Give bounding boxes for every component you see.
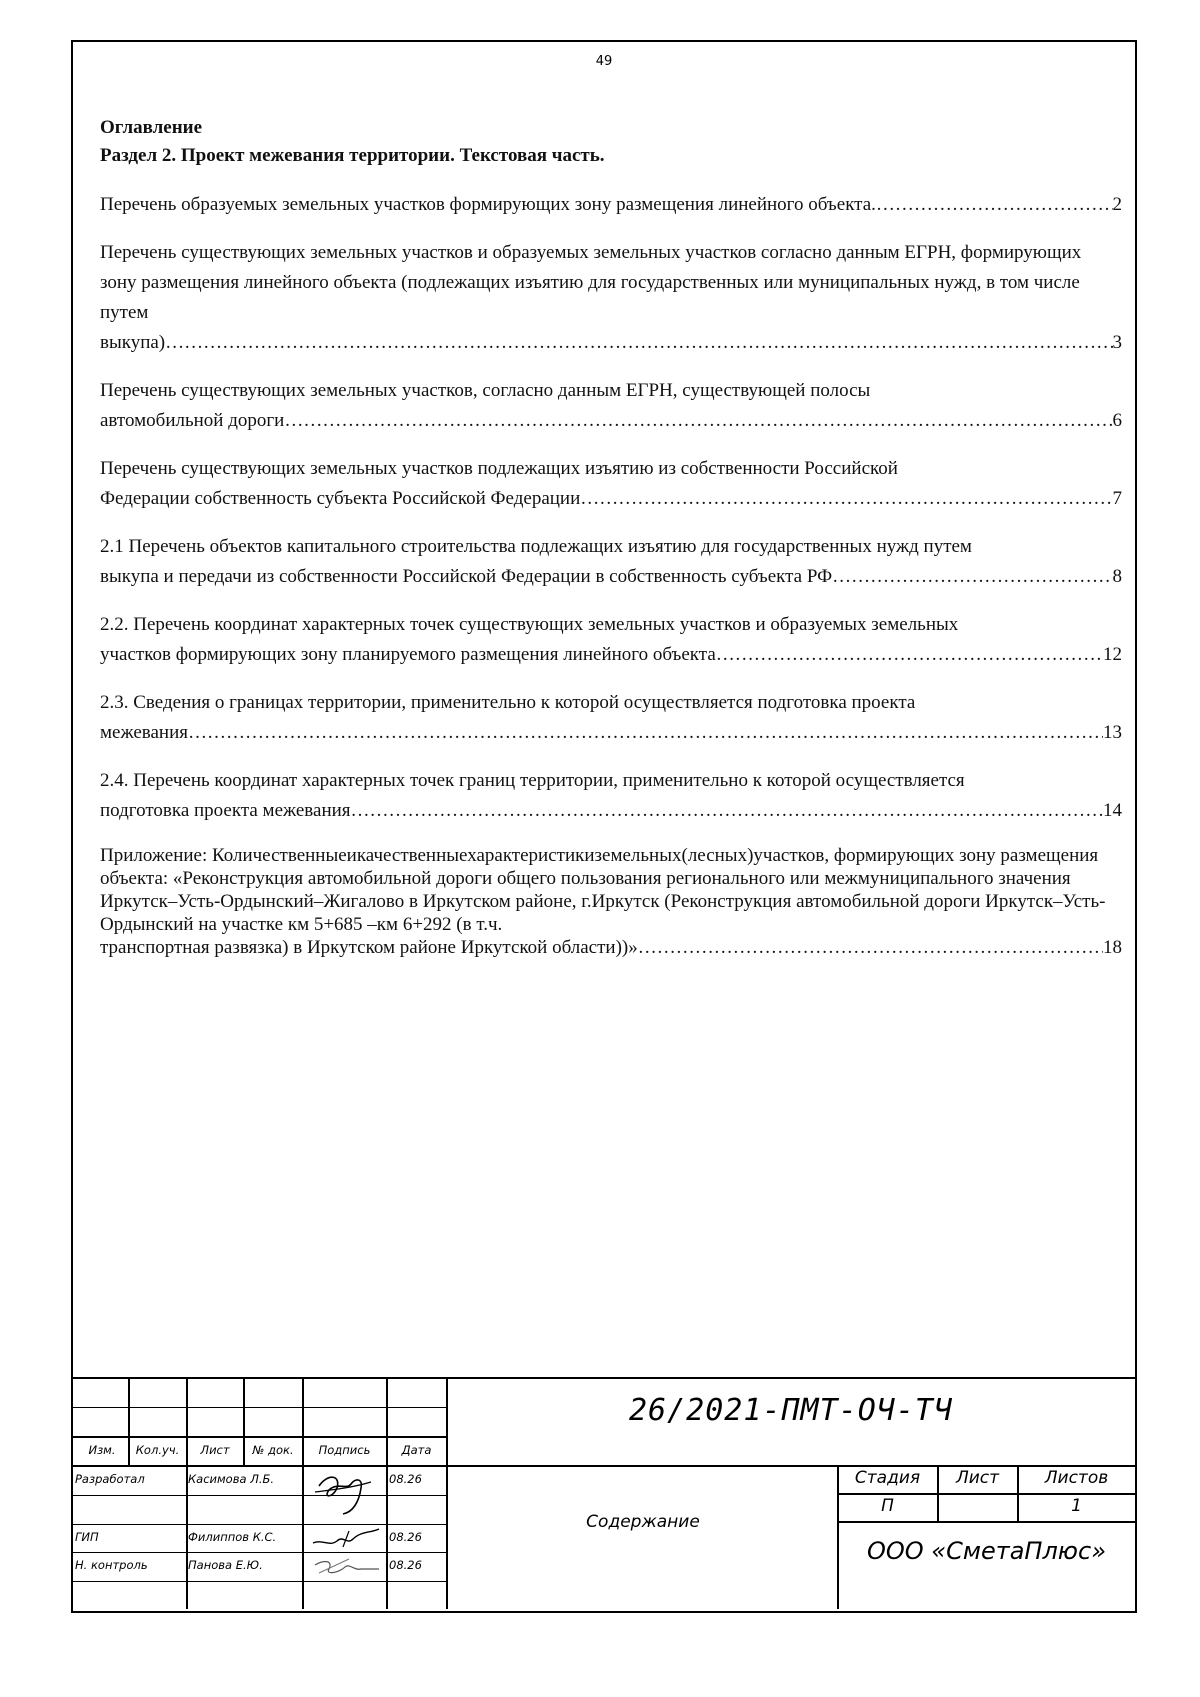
toc-entry-text: Перечень образуемых земельных участков формирующих зону размещения линейного объекта. (100, 194, 876, 215)
toc-entry-page: 14 (1103, 800, 1122, 821)
toc-entry[interactable] (100, 766, 1122, 826)
document-code: 26/2021-ПМТ-ОЧ-ТЧ (628, 1393, 954, 1428)
toc-entry-last-line: выкупа и передачи из собственности Российской Федерации в собственность субъекта РФ (100, 566, 833, 587)
row-name: Касимова Л.Б. (188, 1472, 275, 1486)
header-n-dok: № док. (252, 1443, 294, 1457)
toc-entry-text: 2.4. Перечень координат характерных точек границ территории, применительно к которой осуществляется (100, 770, 965, 791)
toc-entry-text: Перечень существующих земельных участков подлежащих изъятию из собственности Российской (100, 458, 898, 479)
signature-image (311, 1468, 377, 1518)
sheet-label: Лист (955, 1470, 1000, 1486)
toc-entry-page: 2 (1112, 194, 1122, 215)
toc-entry-last-line: подготовка проекта межевания (100, 800, 351, 821)
row-date: 08.26 (389, 1558, 422, 1572)
toc-entry-last-line: автомобильной дороги (100, 410, 285, 431)
toc-entry-last-line: Федерации собственность субъекта Российской Федерации (100, 488, 581, 509)
toc-entry-text: Перечень существующих земельных участков, согласно данным ЕГРН, существующей полосы (100, 380, 871, 401)
toc-entry-last-line: выкупа) (100, 332, 166, 353)
toc-entry-last-line: транспортная развязка) в Иркутском районе Иркутской области))» (100, 937, 638, 958)
drawing-sheet (71, 40, 1137, 1613)
row-date: 08.26 (389, 1472, 422, 1486)
header-data: Дата (401, 1443, 432, 1457)
header-podpis: Подпись (318, 1443, 371, 1457)
toc-entry-text: 2.1 Перечень объектов капитального строительства подлежащих изъятию для государственных нужд путем (100, 536, 972, 557)
stage-value: П (881, 1498, 894, 1514)
toc-section-title: Раздел 2. Проект межевания территории. Текстовая часть. (100, 145, 605, 166)
toc-entry[interactable] (100, 688, 1122, 748)
page-number: 49 (595, 54, 613, 69)
row-name: Панова Е.Ю. (188, 1558, 263, 1572)
toc-entry-page: 6 (1112, 410, 1122, 431)
toc-entry[interactable] (100, 454, 1122, 514)
toc-entry[interactable] (100, 610, 1122, 670)
table-of-contents (100, 114, 1122, 977)
row-role: Н. контроль (75, 1558, 148, 1572)
toc-entry-page: 7 (1112, 488, 1122, 509)
header-izm: Изм. (88, 1443, 116, 1457)
row-role: Разработал (75, 1472, 145, 1486)
header-list: Лист (200, 1443, 230, 1457)
document-title: Содержание (586, 1512, 700, 1532)
header-kol-uch: Кол.уч. (135, 1443, 180, 1457)
toc-entry-last-line: участков формирующих зону планируемого размещения линейного объекта (100, 644, 716, 665)
toc-entry-page: 18 (1103, 937, 1122, 958)
toc-entry[interactable] (100, 238, 1122, 358)
sheets-value: 1 (1071, 1498, 1082, 1514)
toc-entry-page: 12 (1103, 644, 1122, 665)
toc-entry[interactable] (100, 532, 1122, 592)
toc-entry-text: Приложение: Количественныеикачественныехарактеристикиземельных(лесных)участков, формирующих зону размещения объекта: «Реконструкция автомобильной дороги общего пользования регионального или межмуниципального значения Иркутск–Усть-Ордынский–Жигалово в Иркутском районе, г.Иркутск (Реконструкция автомобильной дороги Иркутск–Усть-Ордынский на участке км 5+685 –км 6+292 (в т.ч. (100, 845, 1106, 935)
toc-entry-text: Перечень существующих земельных участков и образуемых земельных участков согласно данным ЕГРН, формирующих зону размещения линейного объекта (подлежащих изъятию для государственных или муниципальных нужд, в том числе путем (100, 242, 1082, 323)
sheets-label: Листов (1044, 1470, 1109, 1486)
row-date: 08.26 (389, 1530, 422, 1544)
toc-entry[interactable] (100, 844, 1122, 959)
stage-label: Стадия (854, 1470, 921, 1486)
toc-entry-page: 8 (1112, 566, 1122, 587)
toc-heading: Оглавление (100, 117, 203, 138)
toc-entry-page: 3 (1112, 332, 1122, 353)
toc-entry[interactable] (100, 190, 1122, 220)
toc-entry-text: 2.3. Сведения о границах территории, применительно к которой осуществляется подготовка проекта (100, 692, 916, 713)
toc-entry-text: 2.2. Перечень координат характерных точек существующих земельных участков и образуемых земельных (100, 614, 959, 635)
row-name: Филиппов К.С. (188, 1530, 277, 1544)
title-block (73, 1377, 1135, 1611)
toc-entry-page: 13 (1103, 722, 1122, 743)
toc-entry[interactable] (100, 376, 1122, 436)
toc-entry-last-line: межевания (100, 722, 188, 743)
organization-name: ООО «СметаПлюс» (866, 1537, 1107, 1565)
signature-image (309, 1555, 383, 1579)
signature-image (309, 1525, 383, 1551)
row-role: ГИП (75, 1530, 99, 1544)
